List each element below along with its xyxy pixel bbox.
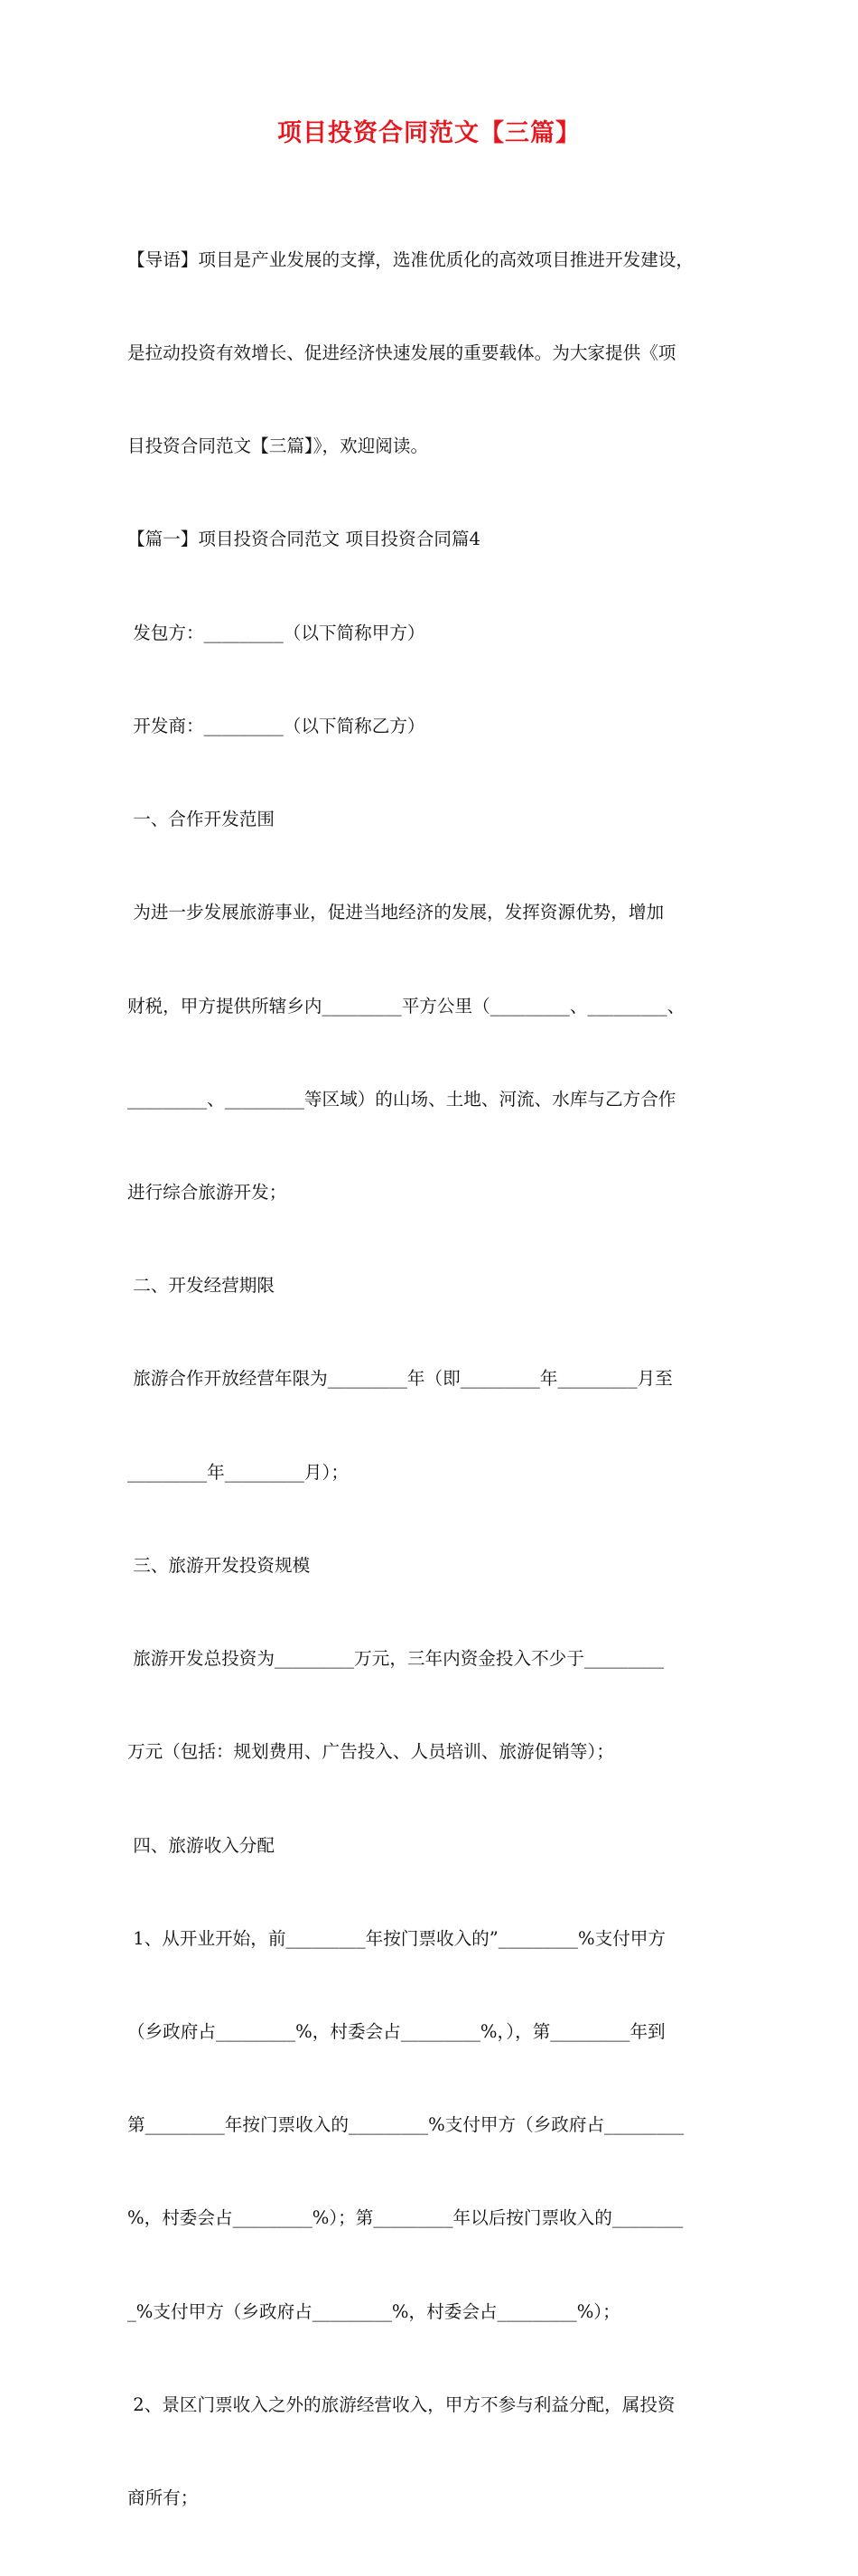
text-line: 2、景区门票收入之外的旅游经营收入，甲方不参与利益分配，属投资 (127, 2393, 676, 2415)
text-line: 财税，甲方提供所辖乡内_________平方公里（_________、_________、 (127, 995, 685, 1016)
document-body (127, 183, 734, 2576)
text-line: _________年_________月）； (127, 1461, 349, 1483)
text-line: 进行综合旅游开发； (127, 1182, 287, 1203)
document-title: 项目投资合同范文【三篇】 (277, 119, 581, 147)
text-line: _________、_________等区域）的山场、土地、河流、水库与乙方合作 (127, 1088, 676, 1110)
section-heading: 【篇一】项目投资合同范文 项目投资合同篇4 (127, 529, 480, 550)
text-line: （乡政府占_________%，村委会占_________%，），第_________年到 (127, 2020, 666, 2042)
text-line: _%支付甲方（乡政府占_________%，村委会占_________%）； (127, 2300, 620, 2322)
clause-heading: 四、旅游收入分配 (127, 1834, 275, 1856)
text-line: %，村委会占_________%）；第_________年以后按门票收入的________ (127, 2207, 684, 2229)
text-line: 旅游开发总投资为_________万元，三年内资金投入不少于_________ (127, 1648, 665, 1670)
clause-heading: 二、开发经营期限 (127, 1275, 275, 1297)
text-line: 商所有； (127, 2487, 199, 2509)
text-line: 目投资合同范文【三篇】》，欢迎阅读。 (127, 436, 429, 457)
text-line: 发包方：_________（以下简称甲方） (127, 622, 425, 643)
text-line: 是拉动投资有效增长、促进经济快速发展的重要载体。为大家提供《项 (127, 342, 676, 364)
text-line: 万元（包括：规划费用、广告投入、人员培训、旅游促销等）； (127, 1741, 614, 1763)
clause-heading: 一、合作开发范围 (127, 809, 275, 830)
text-line: 开发商：_________（以下简称乙方） (127, 715, 425, 736)
text-line: 【导语】项目是产业发展的支撑，选准优质化的高效项目推进开发建设， (127, 248, 694, 270)
clause-heading: 三、旅游开发投资规模 (127, 1554, 311, 1576)
text-line: 第_________年按门票收入的_________%支付甲方（乡政府占_________ (127, 2114, 685, 2136)
text-line: 旅游合作开放经营年限为_________年（即_________年_________月至 (127, 1368, 673, 1390)
text-line: 1、从开业开始，前_________年按门票收入的”_________%支付甲方 (127, 1927, 666, 1949)
text-line: 为进一步发展旅游事业，促进当地经济的发展，发挥资源优势，增加 (127, 902, 665, 923)
